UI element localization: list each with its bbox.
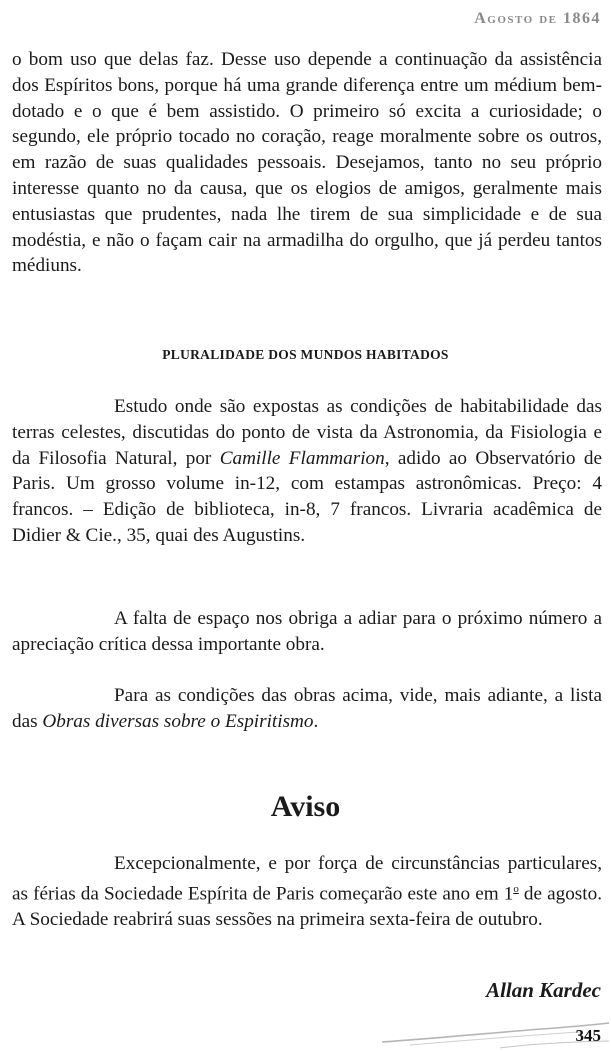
aviso-heading: Aviso xyxy=(270,790,341,823)
book-description-text: Estudo onde são expostas as condições de habitabilidade das terras celestes, discutidas do ponto de vista da Astronomia, da Fisiologia e da Filosofia Natural, por xyxy=(12,396,602,469)
paragraph-book-description xyxy=(12,394,602,549)
book-details-text: , adido ao Observatório de Paris. Um grosso volume in-12, com estampas astronômicas. Preço: 4 francos. – Edição de biblioteca, in-8, 7 francos. Livraria acadêmica de Didier & Cie., 35, quai des Augustins. xyxy=(12,447,602,546)
works-reference-end: . xyxy=(313,710,319,732)
notice-text-end: de agosto. A Sociedade reabrirá suas sessões na primeira sexta-feira de outubro. xyxy=(12,883,602,930)
paragraph-works-reference xyxy=(12,683,602,735)
works-reference-text: Para as condições das obras acima, vide, mais adiante, a lista das xyxy=(12,685,602,732)
page-number: 345 xyxy=(575,1026,601,1045)
paragraph-notice xyxy=(12,851,602,933)
running-header: Agosto de 1864 xyxy=(474,10,601,27)
notice-text: Excepcionalmente, e por força de circunstâncias particulares, as férias da Sociedade Espírita de Paris começarão este ano em 1 xyxy=(12,853,602,905)
paragraph-medium-assistance: o bom uso que delas faz. Desse uso depende a continuação da assistência dos Espíritos bons, porque há uma grande diferença entre um médium bem-dotado e o que é bem assistido. O primeiro só excita a curiosidade; o segundo, ele próprio tocado no coração, reage moralmente sobre os outros, em razão de suas qualidades pessoais. Desejamos, tanto no seu próprio interesse quanto no da causa, que os elogios de amigos, geralmente mais entusiastas que prudentes, nada lhe tirem de sua simplicidade e de sua modéstia, e não o façam cair na armadilha do orgulho, que já perdeu tantos médiuns. xyxy=(12,49,602,277)
signature: Allan Kardec xyxy=(486,978,601,1002)
paragraph-space-note: A falta de espaço nos obriga a adiar para o próximo número a apreciação crítica dessa importante obra. xyxy=(12,608,602,655)
author-name: Camille Flammarion xyxy=(219,447,385,469)
ordinal-indicator: o xyxy=(513,882,519,895)
works-list-title: Obras diversas sobre o Espiritismo xyxy=(42,710,314,732)
section-title: PLURALIDADE DOS MUNDOS HABITADOS xyxy=(162,347,449,362)
